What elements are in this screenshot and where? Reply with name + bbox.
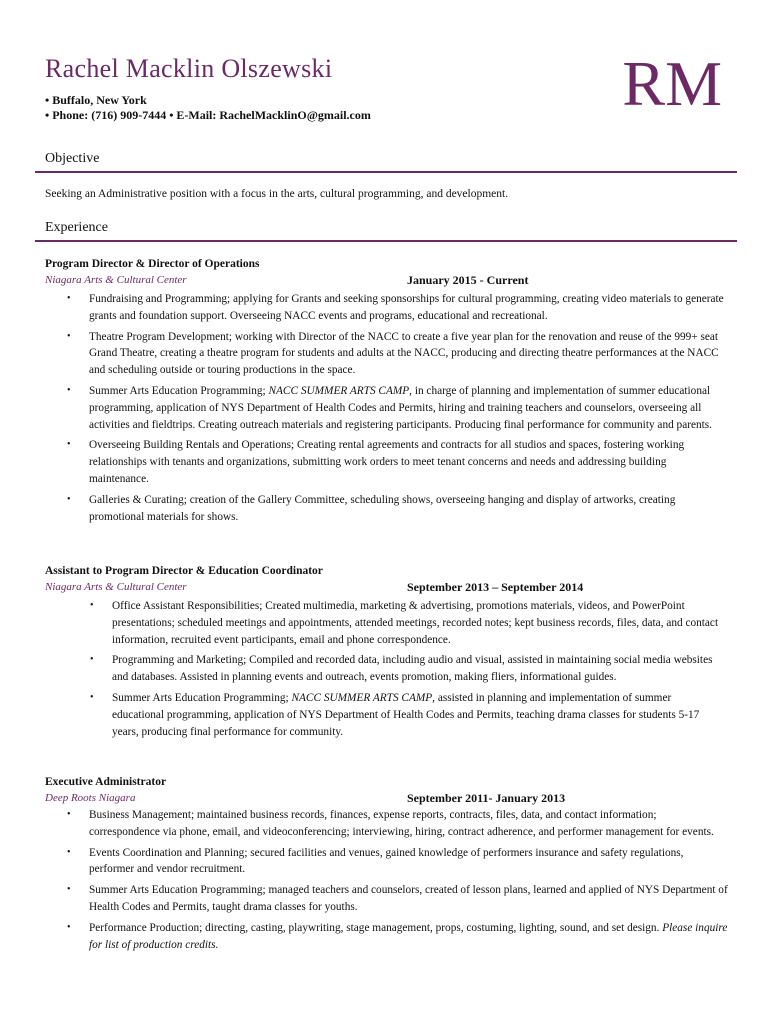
bullet-item: • Events Coordination and Planning; secured facilities and venues, gained knowledge of performers insurance and safety regulations, performer and vendor recruitment. <box>67 846 684 876</box>
candidate-name: Rachel Macklin Olszewski <box>45 54 333 83</box>
job-organization: Niagara Arts & Cultural Center <box>45 274 187 286</box>
objective-text: Seeking an Administrative position with a focus in the arts, cultural programming, and development. <box>45 188 509 200</box>
bullet-item: • Summer Arts Education Programming; NACC SUMMER ARTS CAMP, in charge of planning and implementation of summer educational programming, application of NYS Department of Health Codes and Permits, hiring and training teachers and counselors, overseeing all activities and fieldtrips. Creating outreach materials and registering participants. Producing final performance for community and parents. <box>67 384 713 431</box>
job-title: Assistant to Program Director & Education Coordinator <box>45 565 323 577</box>
contact-phone-email: • Phone: (716) 909-7444 • E-Mail: RachelMacklinO@gmail.com <box>45 108 371 122</box>
bullet-item: • Summer Arts Education Programming; NACC SUMMER ARTS CAMP, assisted in planning and implementation of summer educational programming, application of NYS Department of Health Codes and Permits, teaching drama classes for students 5-17 years, producing final performance for community. <box>90 691 700 738</box>
bullet-item: • Overseeing Building Rentals and Operations; Creating rental agreements and contracts for all studios and spaces, fostering working relationships with tenants and organizations, submitting work orders to meet tenant concerns and needs and addressing building maintenance. <box>67 439 685 485</box>
job-dates: September 2011- January 2013 <box>407 791 566 805</box>
bullet-item: • Fundraising and Programming; applying for Grants and seeking sponsorships for cultural programming, creating video materials to generate grants and foundation support. Overseeing NACC events and programs, educational and recreational. <box>67 293 724 322</box>
bullet-item: • Performance Production; directing, casting, playwriting, stage management, props, costuming, lighting, sound, and set design. Please inquire for list of production credits. <box>67 921 728 951</box>
monogram-logo: RM <box>622 48 722 119</box>
job-organization: Niagara Arts & Cultural Center <box>45 581 187 593</box>
job-bullets <box>67 807 729 957</box>
objective-heading: Objective <box>45 151 100 166</box>
job-title: Program Director & Director of Operations <box>45 258 260 270</box>
contact-location: • Buffalo, New York <box>45 93 147 107</box>
bullet-item: • Office Assistant Responsibilities; Created multimedia, marketing & advertising, promotions materials, videos, and PowerPoint presentations; scheduled meetings and appointments, attended meetings, recorded notes; kept business records, files, data, and contact information, recruited event participants, email and phone correspondence. <box>90 600 719 646</box>
job-bullets <box>67 291 729 529</box>
bullet-item: • Programming and Marketing; Compiled and recorded data, including audio and visual, assisted in maintaining social media websites and databases. Assisted in planning events and outreach, events promotion, making fliers, informational guides. <box>90 654 713 684</box>
bullet-item: • Business Management; maintained business records, finances, expense reports, contracts, files, data, and contact information; correspondence via phone, email, and videoconferencing; interviewing, hiring, contract adherence, and performer management for events. <box>67 809 714 838</box>
experience-heading: Experience <box>45 220 108 235</box>
job-bullets <box>90 598 724 744</box>
bullet-item: • Galleries & Curating; creation of the Gallery Committee, scheduling shows, overseeing hanging and display of artworks, creating promotional materials for shows. <box>67 493 676 523</box>
bullet-item: • Summer Arts Education Programming; managed teachers and counselors, created of lesson plans, learned and applied of NYS Department of Health Codes and Permits, taught drama classes for youths. <box>67 884 728 913</box>
job-organization: Deep Roots Niagara <box>45 792 136 804</box>
objective-rule <box>35 171 737 173</box>
job-dates: January 2015 - Current <box>407 273 529 287</box>
job-title: Executive Administrator <box>45 776 167 788</box>
job-dates: September 2013 – September 2014 <box>407 580 584 594</box>
bullet-item: • Theatre Program Development; working with Director of the NACC to create a five year plan for the renovation and reuse of the 999+ seat Grand Theatre, creating a theatre program for students and adults at the NACC, producing and directing theatre performances at the NACC and scheduling outside or touring productions in the space. <box>67 330 719 377</box>
experience-rule <box>35 240 737 242</box>
